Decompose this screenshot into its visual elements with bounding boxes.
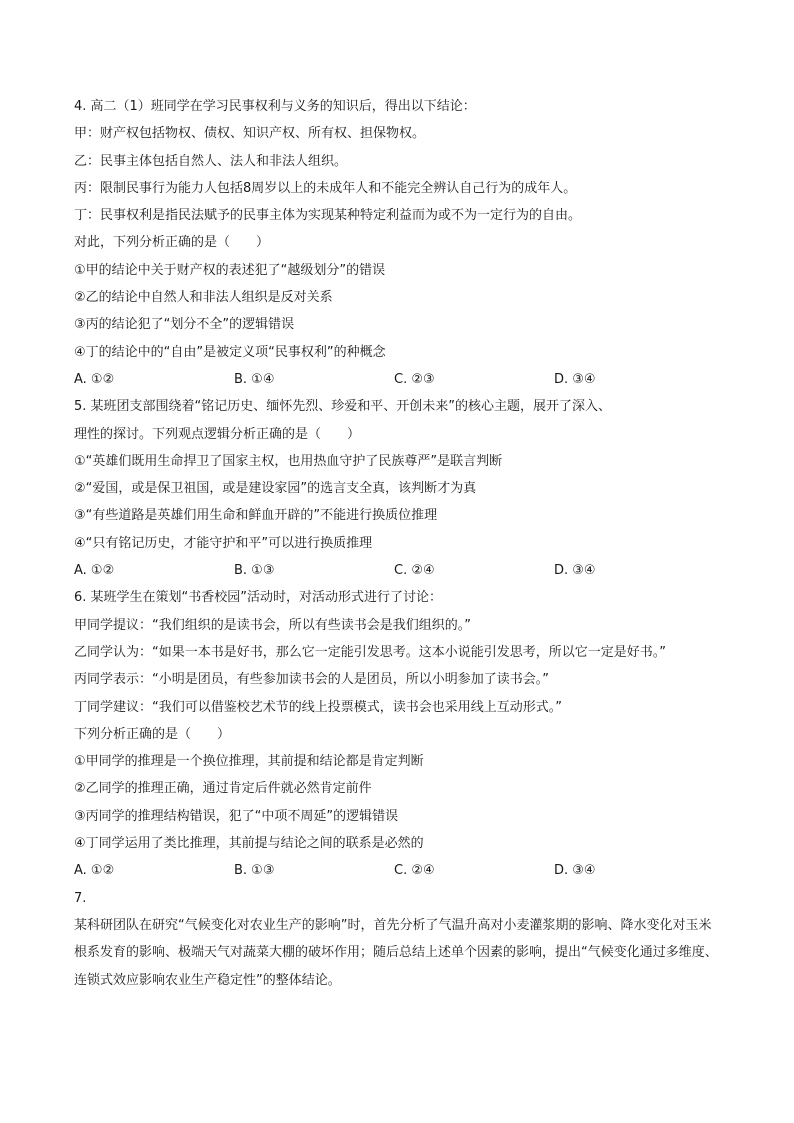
q6-yi: 乙同学认为：“如果一本书是好书，那么它一定能引发思考。这本小说能引发思考，所以它一定是好书。” bbox=[74, 644, 666, 660]
q5-statement-3: ③“有些道路是英雄们用生命和鲜血开辟的”不能进行换质位推理 bbox=[74, 508, 438, 524]
q5-option-b[interactable]: B. ①③ bbox=[234, 563, 275, 579]
q4-statement-3: ③丙的结论犯了“划分不全”的逻辑错误 bbox=[74, 317, 295, 333]
q4-option-c[interactable]: C. ②③ bbox=[394, 371, 435, 387]
q4-option-b[interactable]: B. ①④ bbox=[234, 371, 275, 387]
q4-line-bing: 丙：限制民事行为能力人包括8周岁以上的未成年人和不能完全辨认自己行为的成年人。 bbox=[74, 180, 577, 196]
q4-statement-2: ②乙的结论中自然人和非法人组织是反对关系 bbox=[74, 290, 333, 306]
q4-line-jia: 甲：财产权包括物权、债权、知识产权、所有权、担保物权。 bbox=[74, 126, 426, 142]
q6-option-a[interactable]: A. ①② bbox=[74, 863, 115, 879]
q6-statement-1: ①甲同学的推理是一个换位推理，其前提和结论都是肯定判断 bbox=[74, 754, 424, 770]
q5-option-a[interactable]: A. ①② bbox=[74, 563, 115, 579]
q6-jia: 甲同学提议：“我们组织的是读书会，所以有些读书会是我们组织的。” bbox=[74, 617, 471, 633]
q6-statement-2: ②乙同学的推理正确，通过肯定后件就必然肯定前件 bbox=[74, 781, 372, 797]
q4-statement-4: ④丁的结论中的“自由”是被定义项“民事权利”的种概念 bbox=[74, 344, 386, 360]
q4-ask: 对此，下列分析正确的是（ ） bbox=[74, 235, 270, 251]
q4-option-d[interactable]: D. ③④ bbox=[554, 371, 596, 387]
q4-stem: 4. 高二（1）班同学在学习民事权利与义务的知识后，得出以下结论： bbox=[74, 99, 476, 114]
q6-ask: 下列分析正确的是（ ） bbox=[74, 726, 231, 742]
q7-text: 某科研团队在研究“气候变化对农业生产的影响”时，首先分析了气温升高对小麦灌浆期的影响、降水变化对玉米根系发育的影响、极端天气对蔬菜大棚的破坏作用；随后总结上述单个因素的影响，提出“气候变化通过多维度、连锁式效应影响农业生产稳定性”的整体结论。 bbox=[74, 917, 718, 988]
q5-statement-4: ④“只有铭记历史，才能守护和平”可以进行换质推理 bbox=[74, 535, 373, 551]
q5-statement-1: ①“英雄们既用生命捍卫了国家主权，也用热血守护了民族尊严”是联言判断 bbox=[74, 453, 503, 469]
q6-stem: 6. 某班学生在策划“书香校园”活动时，对活动形式进行了讨论： bbox=[74, 590, 443, 606]
q5-statement-2: ②“爱国，或是保卫祖国，或是建设家园”的选言支全真，该判断才为真 bbox=[74, 481, 477, 497]
q5-options bbox=[74, 557, 724, 584]
q6-ding: 丁同学建议：“我们可以借鉴校艺术节的线上投票模式，读书会也采用线上互动形式。” bbox=[74, 699, 562, 715]
q6-option-b[interactable]: B. ①③ bbox=[234, 863, 275, 879]
q6-bing: 丙同学表示：“小明是团员，有些参加读书会的人是团员，所以小明参加了读书会。” bbox=[74, 672, 549, 688]
q4-options bbox=[74, 366, 724, 393]
q5-option-c[interactable]: C. ②④ bbox=[394, 563, 435, 579]
q4-line-ding: 丁：民事权利是指民法赋予的民事主体为实现某种特定利益而为或不为一定行为的自由。 bbox=[74, 208, 582, 224]
q6-option-c[interactable]: C. ②④ bbox=[394, 863, 435, 879]
q4-option-a[interactable]: A. ①② bbox=[74, 371, 115, 387]
q5-option-d[interactable]: D. ③④ bbox=[554, 563, 596, 579]
q6-statement-4: ④丁同学运用了类比推理，其前提与结论之间的联系是必然的 bbox=[74, 836, 424, 852]
q6-option-d[interactable]: D. ③④ bbox=[554, 863, 596, 879]
q6-options bbox=[74, 857, 724, 884]
q5-stem-line-2: 理性的探讨。下列观点逻辑分析正确的是（ ） bbox=[74, 426, 361, 442]
q5-stem-line-1: 5. 某班团支部围绕着“铭记历史、缅怀先烈、珍爱和平、开创未来”的核心主题，展开了深入、 bbox=[74, 399, 612, 415]
exam-page bbox=[74, 93, 724, 994]
q4-statement-1: ①甲的结论中关于财产权的表述犯了“越级划分”的错误 bbox=[74, 262, 386, 278]
q4-line-yi: 乙：民事主体包括自然人、法人和非法人组织。 bbox=[74, 153, 348, 169]
q7-number: 7. bbox=[74, 890, 87, 906]
q6-statement-3: ③丙同学的推理结构错误，犯了“中项不周延”的逻辑错误 bbox=[74, 808, 399, 824]
